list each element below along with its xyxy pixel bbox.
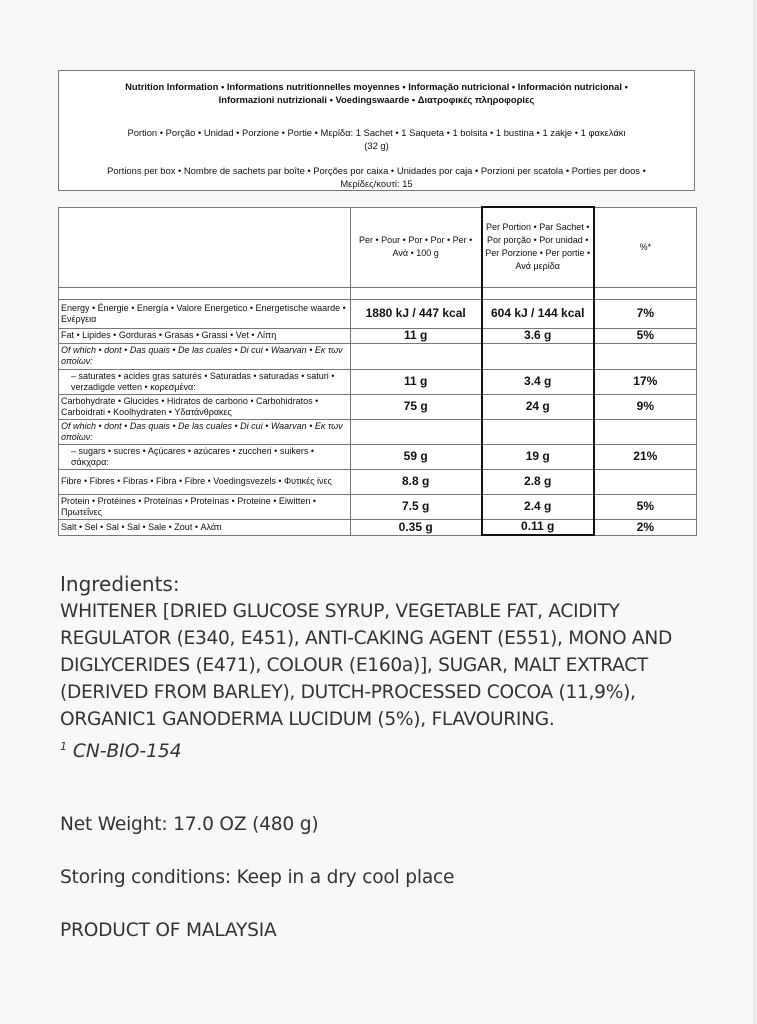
header-per-portion: Per Portion • Par Sachet • Por porção • Por unidad • Per Porzione • Per portie • Ανά μερίδα — [482, 207, 594, 287]
row-label: Energy • Énergie • Energía • Valore Energetico • Energetische waarde • Ενέργεια — [59, 299, 351, 328]
table-row — [59, 419, 697, 444]
table-row — [59, 519, 697, 535]
table-row — [59, 494, 697, 519]
title-line-2: Informazioni nutrizionali • Voedingswaarde • Διατροφικές πληροφορίες — [218, 94, 535, 105]
ingredients-footnote — [60, 733, 700, 765]
percent-value — [594, 469, 697, 494]
spacer-cell — [350, 287, 482, 299]
portion-value: 2.4 g — [482, 494, 594, 519]
table-row — [59, 444, 697, 469]
table-row — [59, 328, 697, 343]
row-label: Of which • dont • Das quais • De las cuales • Di cui • Waarvan • Εκ των οποίων: — [59, 419, 351, 444]
table-header-row — [59, 207, 697, 287]
table-row — [59, 343, 697, 369]
ingredients-text: WHITENER [DRIED GLUCOSE SYRUP, VEGETABLE FAT, ACIDITY REGULATOR (E340, E451), ANTI-CAKING AGENT (E551), MONO AND DIGLYCERIDES (E471), COLOUR (E160a)], SUGAR, MALT EXTRACT (DERIVED FROM BARLEY), DUTCH-PROCESSED COCOA (11,9%), ORGANIC1 GANODERMA LUCIDUM (5%), FLAVOURING. — [60, 601, 672, 730]
table-row — [59, 394, 697, 419]
per100-value: 0.35 g — [350, 519, 482, 535]
portion-info — [63, 126, 690, 152]
table-row — [59, 469, 697, 494]
portion-value: 604 kJ / 144 kcal — [482, 299, 594, 328]
percent-value — [594, 343, 697, 369]
per-box-line-1: Portions per box • Nombre de sachets par boîte • Porções por caixa • Unidades por caja • Porzioni per scatola • Porties per doos • — [107, 165, 646, 176]
per100-value — [350, 343, 482, 369]
row-label: Salt • Sel • Sal • Sal • Sale • Zout • Αλάτι — [59, 519, 351, 535]
page-edge — [753, 0, 757, 1024]
percent-value: 9% — [594, 394, 697, 419]
nutrition-info-header — [58, 70, 695, 191]
percent-value: 2% — [594, 519, 697, 535]
ingredients-title: Ingredients: — [60, 572, 180, 596]
percent-value: 5% — [594, 494, 697, 519]
per100-value: 11 g — [350, 328, 482, 343]
portion-value: 2.8 g — [482, 469, 594, 494]
table-row — [59, 299, 697, 328]
portion-value: 3.6 g — [482, 328, 594, 343]
portion-value: 0.11 g — [482, 519, 594, 535]
portion-value: 24 g — [482, 394, 594, 419]
per100-value: 8.8 g — [350, 469, 482, 494]
percent-value: 17% — [594, 369, 697, 394]
row-label: – sugars • sucres • Açúcares • azúcares • zuccheri • suikers • σάκχαρα: — [59, 444, 351, 469]
title-line-1: Nutrition Information • Informations nutritionnelles moyennes • Informação nutricional • Información nutricional • — [125, 81, 628, 92]
ingredients-section — [60, 570, 700, 765]
spacer-cell — [482, 287, 594, 299]
nutrition-table — [58, 206, 697, 536]
portions-per-box — [63, 164, 690, 190]
row-label: – saturates • acides gras saturés • Saturadas • saturadas • saturi • verzadigde vetten • κορεσμένα: — [59, 369, 351, 394]
row-label: Fibre • Fibres • Fibras • Fibra • Fibre • Voedingsvezels • Φυτικές ίνες — [59, 469, 351, 494]
per-box-line-2: Μερίδες/κουτί: 15 — [340, 178, 413, 189]
spacer-row — [59, 287, 697, 299]
percent-value: 21% — [594, 444, 697, 469]
row-label: Protein • Protéines • Proteínas • Proteínas • Proteine • Eiwitten • Πρωτεΐνες — [59, 494, 351, 519]
portion-line-1: Portion • Porção • Unidad • Porzione • Portie • Μερίδα: 1 Sachet • 1 Saqueta • 1 bolsita • 1 bustina • 1 zakje • 1 φακελάκι — [127, 127, 626, 138]
table-row — [59, 369, 697, 394]
header-empty-cell — [59, 207, 351, 287]
row-label: Of which • dont • Das quais • De las cuales • Di cui • Waarvan • Εκ των οποίων: — [59, 343, 351, 369]
portion-value — [482, 419, 594, 444]
spacer-cell — [594, 287, 697, 299]
portion-value: 19 g — [482, 444, 594, 469]
percent-value — [594, 419, 697, 444]
product-origin: PRODUCT OF MALAYSIA — [60, 920, 277, 941]
header-percent: %* — [594, 207, 697, 287]
row-label: Fat • Lipides • Gorduras • Grasas • Grassi • Vet • Λίπη — [59, 328, 351, 343]
percent-value: 7% — [594, 299, 697, 328]
per100-value: 59 g — [350, 444, 482, 469]
per100-value: 7.5 g — [350, 494, 482, 519]
portion-value — [482, 343, 594, 369]
net-weight: Net Weight: 17.0 OZ (480 g) — [60, 814, 319, 835]
per100-value: 11 g — [350, 369, 482, 394]
portion-value: 3.4 g — [482, 369, 594, 394]
footnote-mark: 1 — [60, 740, 67, 753]
header-per-100g: Per • Pour • Por • Por • Per • Ανά • 100 g — [350, 207, 482, 287]
percent-value: 5% — [594, 328, 697, 343]
nutrition-info-title — [63, 80, 690, 106]
spacer-cell — [59, 287, 351, 299]
portion-line-2: (32 g) — [364, 140, 389, 151]
footnote-text: CN-BIO-154 — [72, 741, 182, 763]
per100-value: 1880 kJ / 447 kcal — [350, 299, 482, 328]
per100-value — [350, 419, 482, 444]
row-label: Carbohydrate • Glucides • Hidratos de carbono • Carbohidratos • Carboidrati • Koolhydraten • Υδατάνθρακες — [59, 394, 351, 419]
per100-value: 75 g — [350, 394, 482, 419]
storing-conditions: Storing conditions: Keep in a dry cool place — [60, 867, 455, 888]
